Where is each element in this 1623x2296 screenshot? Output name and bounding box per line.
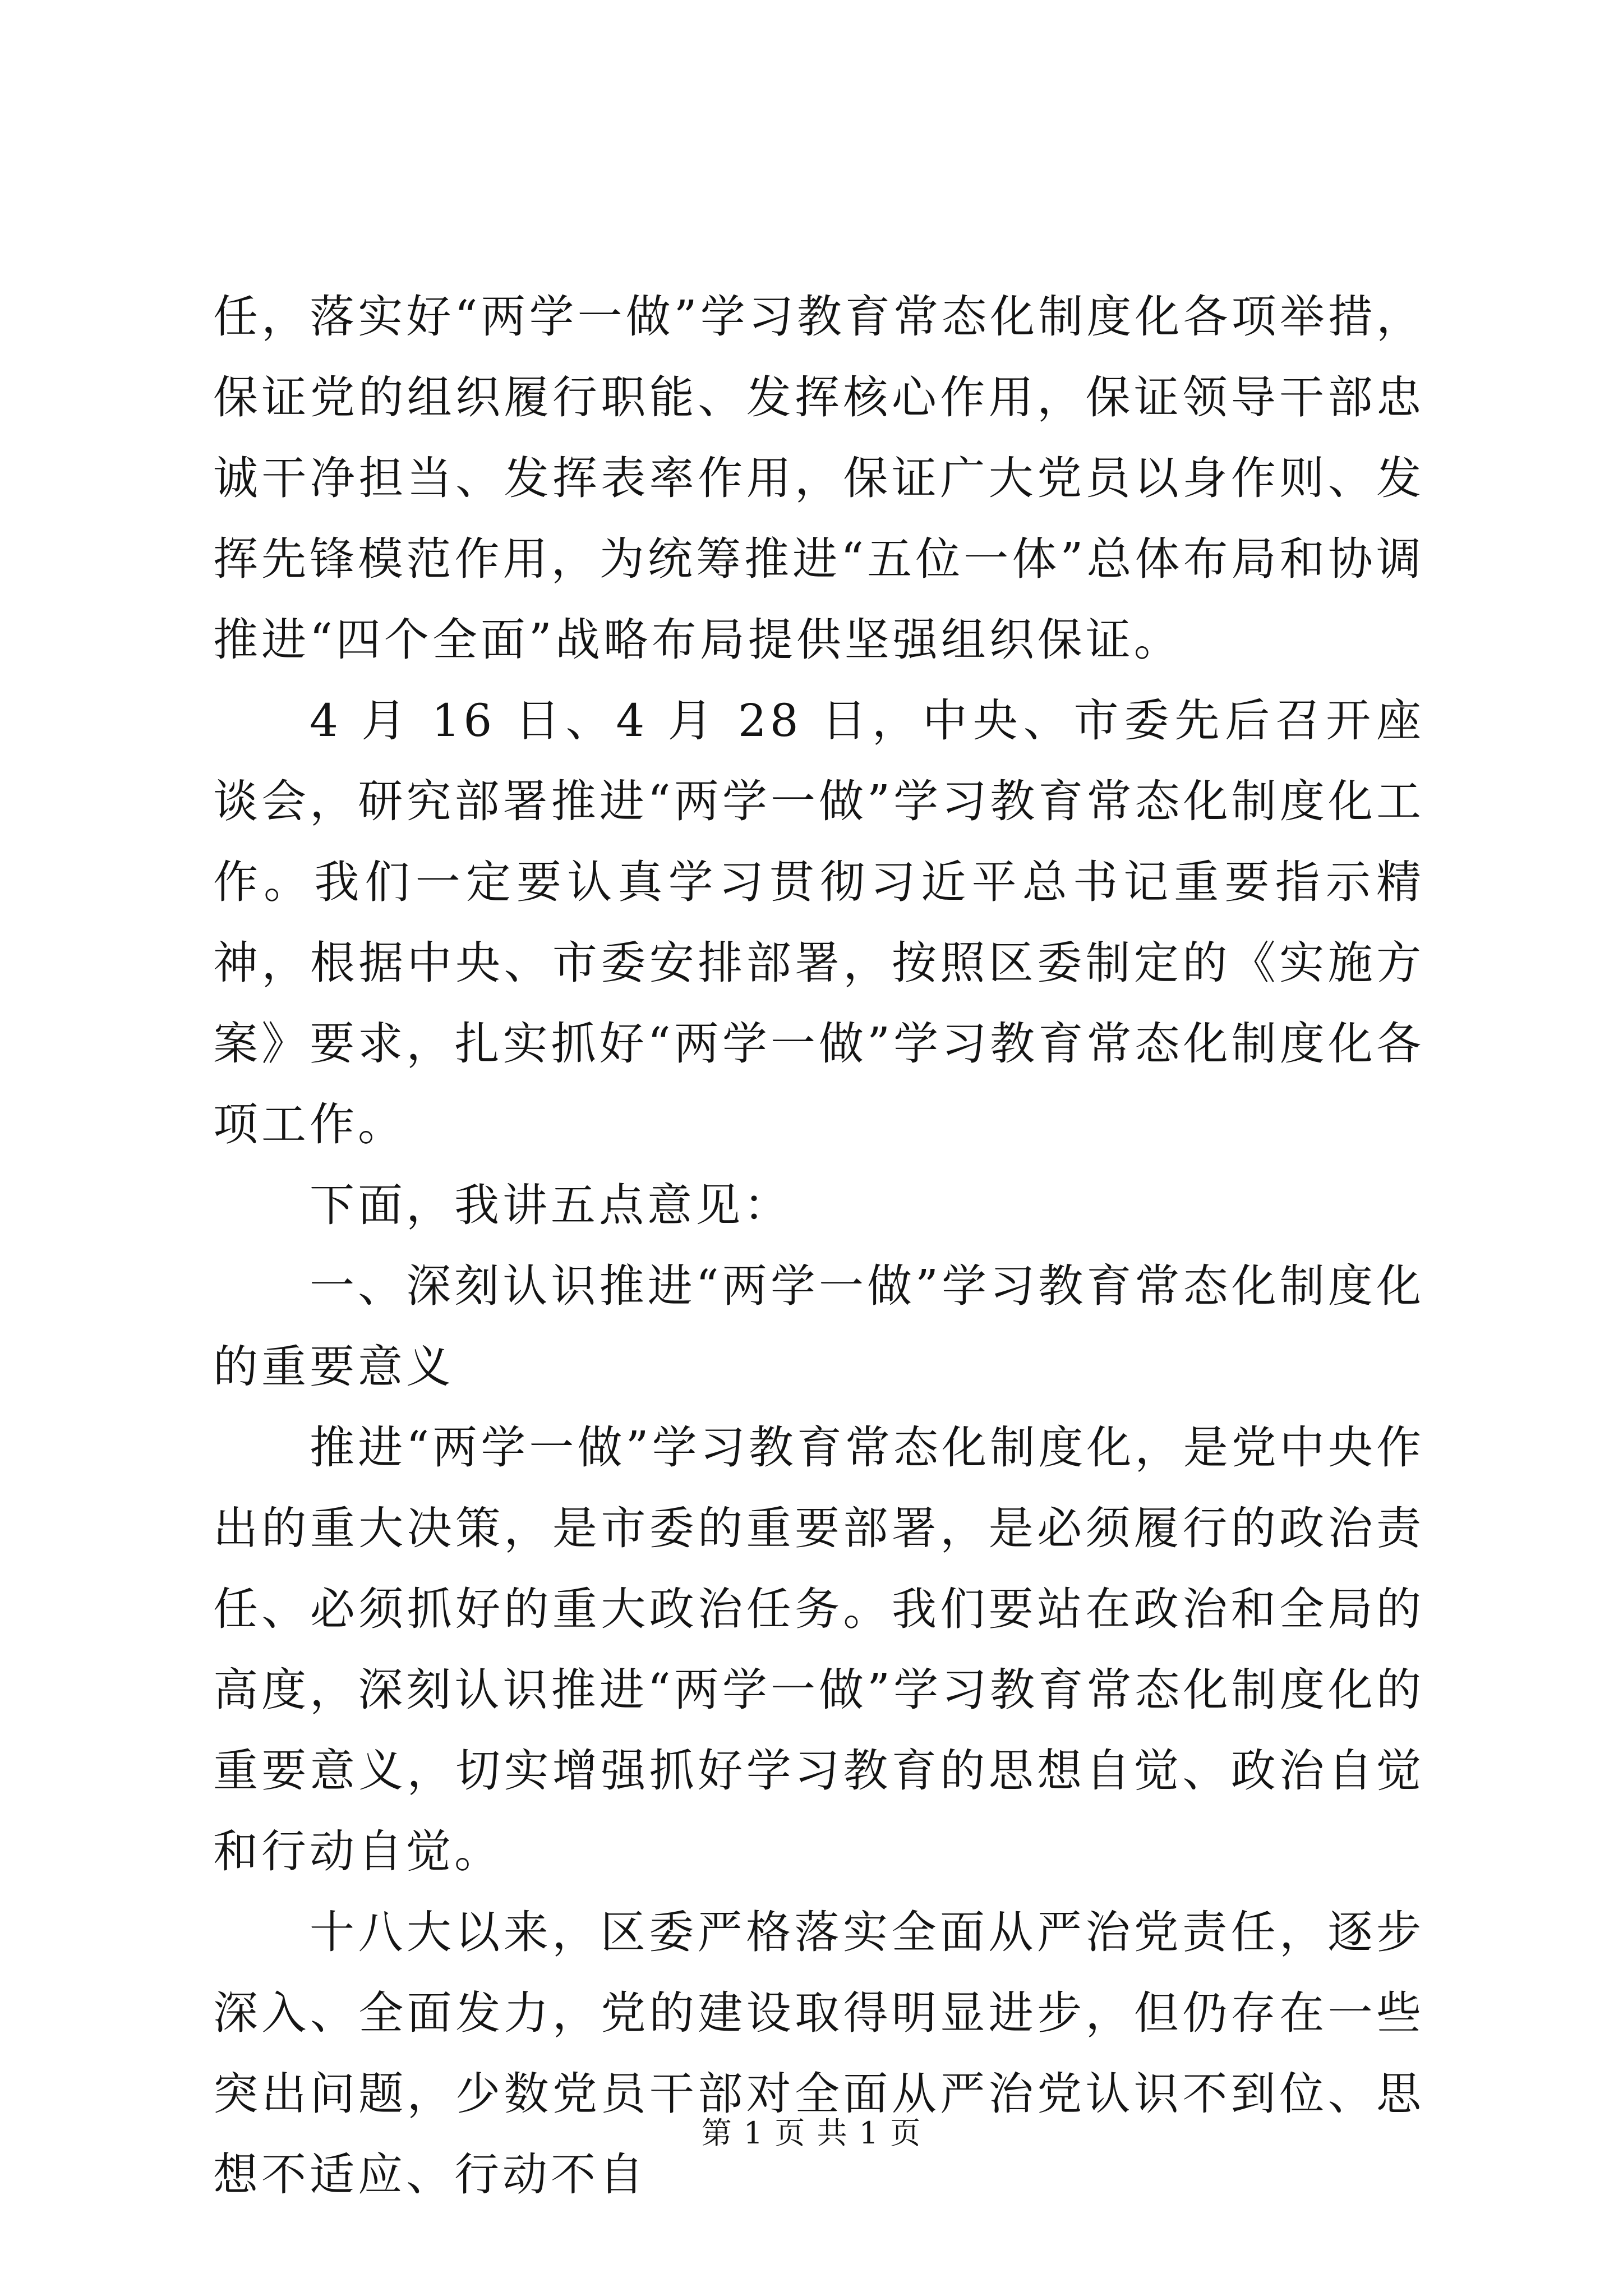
page-footer: 第 1 页 共 1 页: [701, 2115, 922, 2151]
paragraph-intro: 下面，我讲五点意见：: [310, 1179, 792, 1231]
paragraph-since-18th-congress: 十八大以来，区委严格落实全面从严治党责任，逐步深入、全面发力，党的建设取得明显进步，但仍存在一些突出问题，少数党员干部对全面从严治党认识不到位、思想不适应、行动不自: [213, 1906, 1424, 2201]
section-heading-1: 一、深刻认识推进“两学一做”学习教育常态化制度化的重要意义: [213, 1260, 1424, 1393]
document-body: [213, 277, 1424, 2215]
paragraph-significance: 推进“两学一做”学习教育常态化制度化，是党中央作出的重大决策，是市委的重要部署，是必须履行的政治责任、必须抓好的重大政治任务。我们要站在政治和全局的高度，深刻认识推进“两学一做”学习教育常态化制度化的重要意义，切实增强抓好学习教育的思想自觉、政治自觉和行动自觉。: [213, 1421, 1424, 1878]
paragraph-continuation: 任，落实好“两学一做”学习教育常态化制度化各项举措，保证党的组织履行职能、发挥核心作用，保证领导干部忠诚干净担当、发挥表率作用，保证广大党员以身作则、发挥先锋模范作用，为统筹推进“五位一体”总体布局和协调推进“四个全面”战略布局提供坚强组织保证。: [213, 291, 1424, 666]
paragraph-meetings: 4 月 16 日、4 月 28 日，中央、市委先后召开座谈会，研究部署推进“两学一做”学习教育常态化制度化工作。我们一定要认真学习贯彻习近平总书记重要指示精神，根据中央、市委安排部署，按照区委制定的《实施方案》要求，扎实抓好“两学一做”学习教育常态化制度化各项工作。: [213, 694, 1424, 1151]
